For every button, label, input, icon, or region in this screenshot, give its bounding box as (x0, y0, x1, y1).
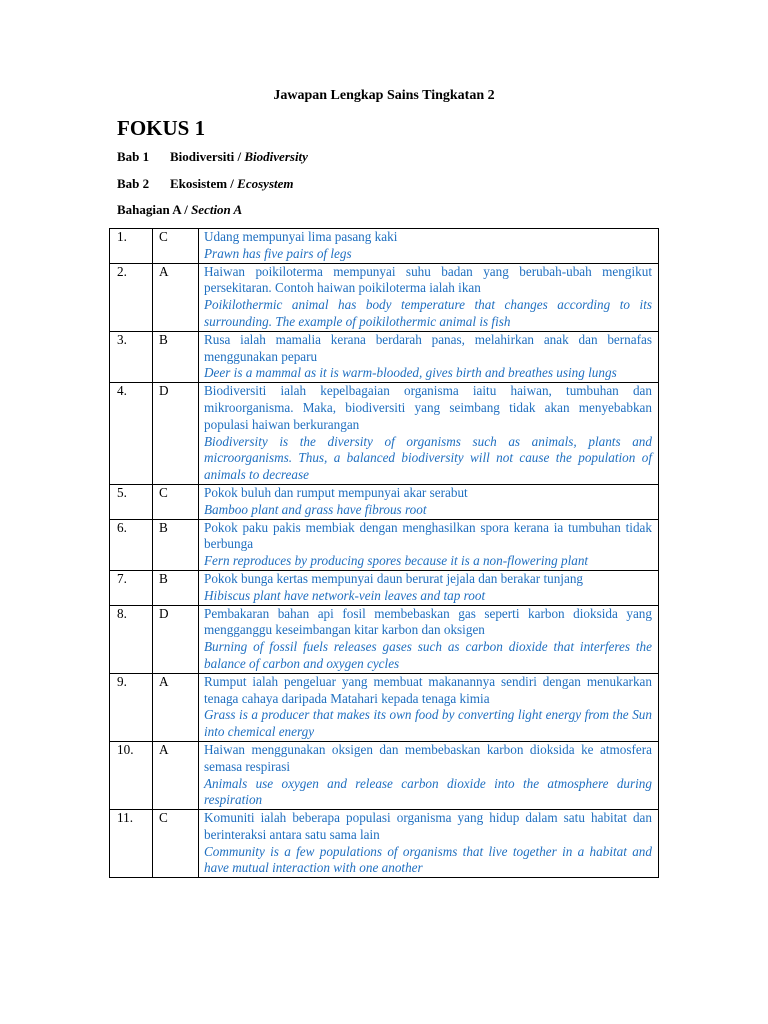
question-number: 9. (110, 673, 153, 741)
explanation-english: Fern reproduces by producing spores because it is a non-flowering plant (204, 553, 589, 569)
answer-letter: B (153, 331, 199, 382)
chapter-1-heading (117, 149, 308, 165)
answer-letter: B (153, 570, 199, 605)
explanation-english: Deer is a mammal as it is warm-blooded, gives birth and breathes using lungs (204, 365, 617, 381)
explanation-english: Prawn has five pairs of legs (204, 245, 352, 261)
explanation-malay: Biodiversiti ialah kepelbagaian organisma iaitu haiwan, tumbuhan dan mikroorganisma. Maka, biodiversiti yang seimbang tidak akan menyebabkan populasi haiwan berkurangan (204, 383, 652, 432)
answer-letter: B (153, 519, 199, 570)
explanation-english: Biodiversity is the diversity of organisms such as animals, plants and microorganisms. Thus, a balanced biodiversity will not cause the population of animals to decrease (204, 433, 652, 483)
answer-letter: A (153, 673, 199, 741)
explanation-malay: Komuniti ialah beberapa populasi organisma yang hidup dalam satu habitat dan berinteraksi antara satu sama lain (204, 810, 652, 842)
explanation-malay: Rusa ialah mamalia kerana berdarah panas, melahirkan anak dan bernafas menggunakan peparu (204, 331, 652, 364)
question-number: 10. (110, 741, 153, 809)
answer-row (110, 605, 659, 673)
explanation-malay: Haiwan poikiloterma mempunyai suhu badan yang berubah-ubah mengikut persekitaran. Contoh haiwan poikiloterma ialah ikan (204, 263, 652, 296)
answer-letter: C (153, 484, 199, 519)
question-number: 8. (110, 605, 153, 673)
explanation-cell (199, 605, 659, 673)
answer-table-body (110, 229, 659, 878)
explanation-cell (199, 331, 659, 382)
explanation-cell (199, 810, 659, 878)
explanation-cell (199, 673, 659, 741)
explanation-malay: Haiwan menggunakan oksigen dan membebaskan karbon dioksida ke atmosfera semasa respirasi (204, 741, 652, 774)
section-heading (117, 202, 242, 218)
answer-letter: A (153, 741, 199, 809)
explanation-cell (199, 570, 659, 605)
answer-letter: A (153, 263, 199, 331)
explanation-cell (199, 229, 659, 264)
explanation-cell (199, 484, 659, 519)
question-number: 5. (110, 484, 153, 519)
explanation-english: Burning of fossil fuels releases gases such as carbon dioxide that interferes the balance of carbon and oxygen cycles (204, 639, 652, 671)
explanation-english: Hibiscus plant have network-vein leaves and tap root (204, 587, 486, 603)
chapter-number: Bab 2 (117, 176, 150, 191)
answer-row (110, 673, 659, 741)
answer-letter: C (153, 810, 199, 878)
answer-row (110, 331, 659, 382)
answer-row (110, 484, 659, 519)
explanation-english: Grass is a producer that makes its own food by converting light energy from the Sun into chemical energy (204, 707, 652, 740)
explanation-cell (199, 741, 659, 809)
explanation-cell (199, 383, 659, 485)
chapter-title-ms: Biodiversiti / (170, 149, 245, 164)
question-number: 2. (110, 263, 153, 331)
question-number: 7. (110, 570, 153, 605)
answer-row (110, 229, 659, 264)
section-title-ms: Bahagian A / (117, 202, 192, 217)
chapter-2-heading (117, 176, 294, 192)
chapter-number: Bab 1 (117, 149, 150, 164)
answer-row (110, 741, 659, 809)
answer-row (110, 383, 659, 485)
explanation-malay: Pokok bunga kertas mempunyai daun berurat jejala dan berakar tunjang (204, 570, 584, 586)
answer-letter: D (153, 605, 199, 673)
explanation-malay: Pembakaran bahan api fosil membebaskan gas seperti karbon dioksida yang mengganggu keseimbangan kitar karbon dan oksigen (204, 605, 652, 638)
answer-letter: D (153, 383, 199, 485)
answer-row (110, 263, 659, 331)
focus-heading: FOKUS 1 (117, 116, 206, 140)
question-number: 3. (110, 331, 153, 382)
explanation-malay: Udang mempunyai lima pasang kaki (204, 229, 398, 244)
chapter-title-en: Biodiversity (244, 149, 308, 164)
explanation-english: Animals use oxygen and release carbon dioxide into the atmosphere during respiration (204, 775, 652, 808)
question-number: 4. (110, 383, 153, 485)
question-number: 1. (110, 229, 153, 264)
question-number: 6. (110, 519, 153, 570)
chapter-title-en: Ecosystem (237, 176, 294, 191)
page-title: Jawapan Lengkap Sains Tingkatan 2 (273, 88, 495, 103)
question-number: 11. (110, 810, 153, 878)
explanation-cell (199, 519, 659, 570)
explanation-malay: Pokok paku pakis membiak dengan menghasilkan spora kerana ia tumbuhan tidak berbunga (204, 519, 652, 552)
explanation-english: Community is a few populations of organisms that live together in a habitat and have mutual interaction with one another (204, 843, 652, 876)
explanation-cell (199, 263, 659, 331)
answer-row (110, 519, 659, 570)
answer-row (110, 810, 659, 878)
chapter-title-ms: Ekosistem / (170, 176, 238, 191)
explanation-english: Bamboo plant and grass have fibrous root (204, 501, 427, 517)
answer-letter: C (153, 229, 199, 264)
explanation-english: Poikilothermic animal has body temperature that changes according to its surrounding. The example of poikilothermic animal is fish (204, 297, 652, 329)
explanation-malay: Rumput ialah pengeluar yang membuat makanannya sendiri dengan menukarkan tenaga cahaya daripada Matahari kepada tenaga kimia (204, 673, 652, 706)
answer-row (110, 570, 659, 605)
explanation-malay: Pokok buluh dan rumput mempunyai akar serabut (204, 484, 468, 500)
section-title-en: Section A (191, 202, 243, 217)
answer-table (109, 228, 659, 878)
